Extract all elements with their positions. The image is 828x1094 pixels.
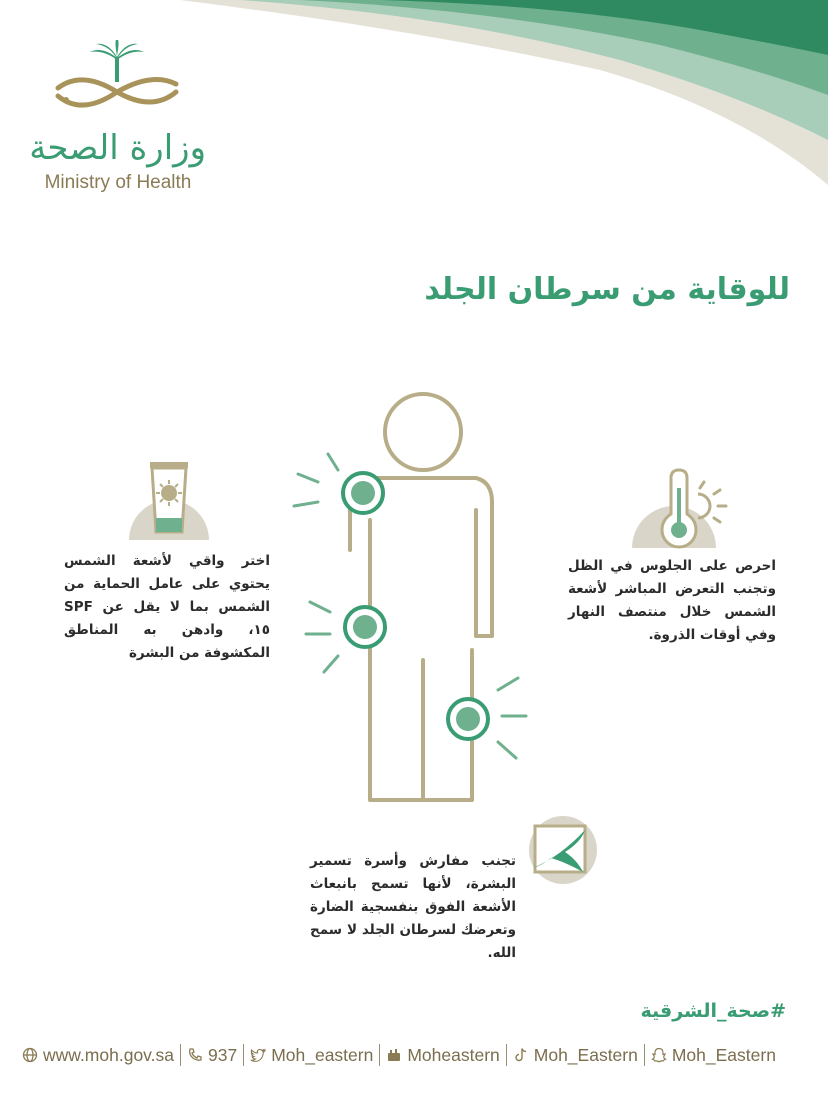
no-tanning-x-icon: [521, 816, 601, 886]
ministry-logo-emblem: [52, 40, 182, 112]
phone-icon: [187, 1047, 203, 1063]
footer-website[interactable]: [22, 1045, 174, 1066]
tip-sunscreen: اختر واقي لأشعة الشمس يحتوي على عامل الحماية من الشمس بما لا يقل عن SPF ١٥، وادهن به المناطق المكشوفة من البشرة: [64, 553, 270, 661]
crossed-swords-icon: [58, 80, 176, 106]
page-title: للوقاية من سرطان الجلد: [424, 272, 790, 307]
footer-contacts: [22, 1040, 812, 1070]
logo-arabic-name: وزارة الصحة: [29, 128, 206, 168]
tiktok-icon: [513, 1047, 529, 1063]
footer-twitter-text: Moh_eastern: [271, 1044, 374, 1065]
sun-spot-shoulder-icon: [294, 454, 383, 513]
tip-shade: احرص على الجلوس في الظل وتجنب التعرض المباشر لأشعة الشمس خلال منتصف النهار وفي أوقات الذروة.: [568, 558, 776, 643]
footer-website-text: www.moh.gov.sa: [43, 1044, 174, 1065]
sunscreen-tube-icon: [127, 460, 211, 542]
footer-divider: [243, 1044, 244, 1066]
footer-tiktok-text: Moh_Eastern: [533, 1044, 638, 1065]
footer-phone-text: 937: [207, 1044, 238, 1065]
hashtag: #صحة_الشرقية: [640, 1000, 786, 1022]
footer-snapchat[interactable]: [651, 1045, 776, 1066]
footer-divider: [379, 1044, 380, 1066]
snapchat-icon: [651, 1047, 667, 1063]
footer-divider: [180, 1044, 181, 1066]
footer-tiktok[interactable]: [513, 1045, 638, 1066]
palm-tree-icon: [90, 40, 144, 82]
sun-spot-arm-icon: [306, 602, 385, 672]
globe-icon: [22, 1047, 38, 1063]
footer-snapchat-text: Moh_Eastern: [671, 1044, 776, 1065]
human-body-illustration: [280, 390, 540, 810]
sun-spot-leg-icon: [448, 678, 526, 758]
tip-tanning: تجنب مفارش وأسرة تسمير البشرة، لأنها تسمح بانبعاث الأشعة الفوق بنفسجية الضارة وتعرضك لسرطان الجلد لا سمح الله.: [310, 853, 516, 961]
footer-twitter[interactable]: [250, 1045, 373, 1066]
footer-youtube[interactable]: [386, 1045, 499, 1066]
youtube-icon: [386, 1047, 402, 1063]
thermometer-sun-icon: [630, 468, 740, 550]
twitter-icon: [250, 1047, 266, 1063]
footer-divider: [644, 1044, 645, 1066]
logo-english-name: Ministry of Health: [44, 172, 192, 193]
footer-youtube-text: Moheastern: [407, 1044, 500, 1065]
footer-divider: [506, 1044, 507, 1066]
footer-phone[interactable]: [187, 1045, 237, 1066]
